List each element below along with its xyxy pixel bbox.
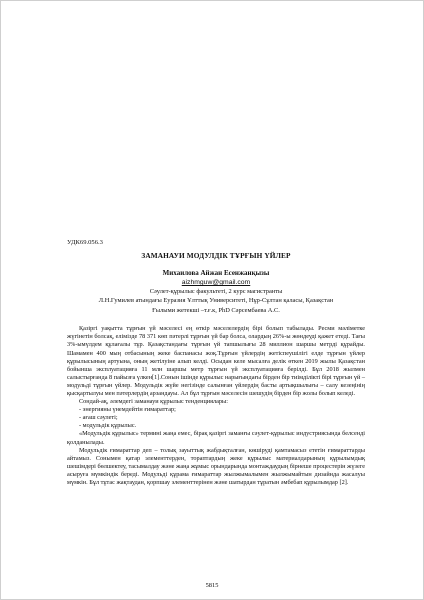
affiliation-supervisor: Ғылыми жетекші –т.ғ.к, PhD Сәрсембаева А.С. — [152, 306, 280, 314]
udk-code: УДК69.056.3 — [67, 239, 103, 246]
paragraph-intro: Қазіргі уақытта тұрғын үй мәселесі ең өткір мәселелердің бірі болып табылады. Ресми мәліметке жүгінетін болсақ, елімізде 78 371 көп пәтерлі тұрғын үй бар болса, олардың 26%-ы жөндеуді қажет етеді. Тағы 3%-ымүлдем құлағалы тұр. Қазақстандағы тұрғын үй тапшылығы 28 миллион шаршы метрді құрайды. Шамамен 400 мың отбасының жеке баспанасы жоқ.Тұрғын үйлердің жетіспеушілігі елде тұрғын үйлер құрылысының артуына, оның жетілуіне алып келді. Осыдан келе мысалға делік өткен 2019 жылы Қазақстан бойынша эксплуатацияға 11 млн шаршы метр тұрғын үй эксплуатацияға берілді. Бұл 2018 жылмен салыстырғанда 8 пайызға үлкен[1].Сонын ішінде құрылыс нарығындағы бірден бір тиімділікті бірі тұрғын үй – модульді тұрғын үйлер. Модульдік жүйе негізінде салынған үйлердің басты артықшылығы – салу кезеңінің қысқартылуы мен пәтерлердің арзандауы. Ал бұл тұрғын мәселесін шешудің бірден бір жолы болып келеді. — [67, 325, 365, 397]
author-email[interactable]: aizhmguw@gmail.com — [181, 279, 251, 286]
list-item: - модульдік құрылыс. — [79, 422, 137, 430]
article — [67, 239, 365, 487]
list-item: - ағаш сәулеті; — [79, 414, 118, 422]
page-number: 5815 — [205, 582, 219, 589]
paragraph-definition: Модульдік ғимараттар деп – толық зауыттық жабдықталған, көшіруді қамтамасыз ететін ғимараттарды айтамыз. Сонымен қатар элементтерден, тораптардың жеке құрылыс материалдарының құрылымдық шешімдері бөлшектеу, тасымалдау және жаңа жұмыс орындарында монтаждаудың бірнеше процестерін жүзеге асыруға мүмкіндік береді. Модульді құрама ғимараттар жылжымалымен жылжымайтын дизайнда жасалуы мүмкін. Бұл тұтас жақтаудан, қорпшау элементтерінен және шатырдан тұратын әмбебап құрылымдар [2]. — [67, 446, 365, 486]
article-title: ЗАМАНАУИ МОДУЛДІК ТҰРҒЫН ҮЙЛЕР — [141, 251, 291, 260]
list-item: - энергияны үнемдейтін ғимараттар; — [79, 406, 176, 414]
author-name: Михаилова Айжан Есенжанқызы — [162, 269, 270, 277]
paragraph-term: «Модульдік құрылыс» термині жаңа емес, бірақ қазіргі заманғы сәулет-құрылыс индустриясында белсенді қолданылады. — [67, 430, 365, 446]
paragraph-trends: Сондай-ақ, әлемдегі заманауи құрылыс тенденциялары: — [79, 398, 228, 406]
article-body — [67, 325, 365, 487]
affiliation-faculty: Сәулет-құрылыс факультеті, 2 курс магистранты — [149, 288, 283, 295]
affiliation-university: Л.Н.Гумилев атындағы Еуразия Ұлттық Университеті, Нұр-Сұлтан қаласы, Қазақстан — [98, 297, 334, 305]
